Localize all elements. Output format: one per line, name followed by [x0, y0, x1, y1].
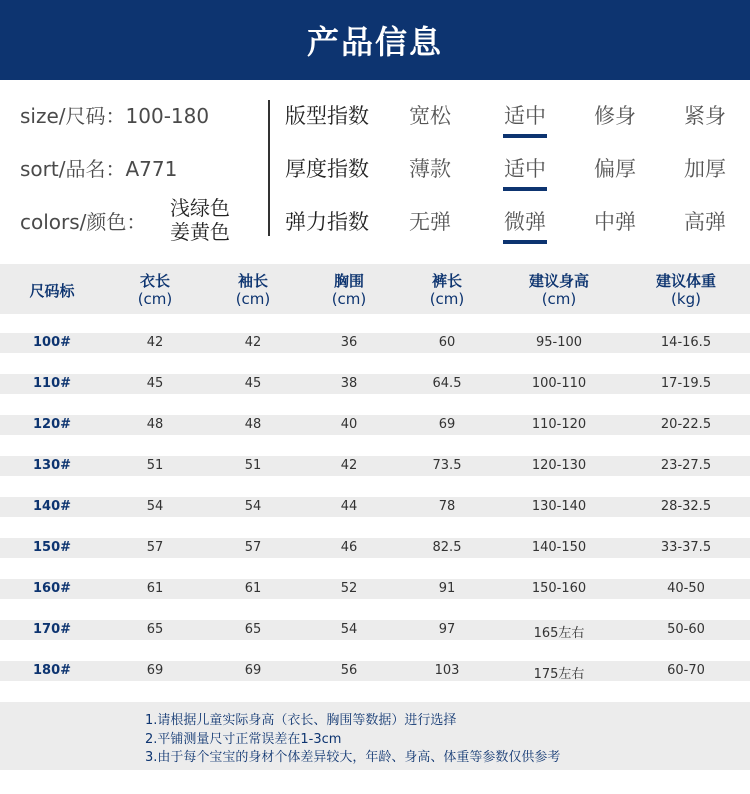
- fit-index-row: [285, 94, 745, 134]
- thickness-index-row: [285, 147, 745, 187]
- table-cell: 14-16.5: [660, 335, 712, 350]
- table-cell: 45: [146, 376, 164, 391]
- size-label: size/尺码：: [20, 104, 126, 128]
- table-cell: 57: [146, 540, 164, 555]
- size-row: [20, 100, 209, 129]
- table-cell: 36: [340, 335, 358, 350]
- size-table-header: [0, 264, 750, 314]
- index-option: 无弹: [409, 210, 451, 234]
- index-option: 偏厚: [594, 157, 636, 181]
- header-cell-pants: 裤长 (cm): [429, 272, 465, 308]
- table-cell: 20-22.5: [660, 417, 712, 432]
- header-cell-size: 尺码标: [29, 282, 75, 300]
- table-cell: 54: [340, 622, 358, 637]
- table-cell: 60: [438, 335, 456, 350]
- note-line: 3.由于每个宝宝的身材个体差异较大，年龄、身高、体重等参数仅供参考: [145, 750, 561, 765]
- table-cell: 64.5: [432, 376, 462, 391]
- table-cell: 61: [244, 581, 262, 596]
- table-cell: 40: [340, 417, 358, 432]
- table-cell: 56: [340, 663, 358, 678]
- index-option: 中弹: [594, 210, 636, 234]
- table-cell: 50-60: [667, 622, 705, 637]
- size-cell: 120#: [32, 417, 72, 432]
- size-cell: 100#: [32, 335, 72, 350]
- table-cell: 69: [438, 417, 456, 432]
- table-cell: 52: [340, 581, 358, 596]
- table-cell: 65: [244, 622, 262, 637]
- size-cell: 150#: [32, 540, 72, 555]
- table-cell: 44: [340, 499, 358, 514]
- table-cell: 150-160: [531, 581, 587, 596]
- table-cell: 97: [438, 622, 456, 637]
- table-cell: 33-37.5: [660, 540, 712, 555]
- table-cell: 51: [146, 458, 164, 473]
- table-cell: 120-130: [531, 458, 587, 473]
- vertical-divider: [268, 100, 270, 236]
- table-cell: 82.5: [432, 540, 462, 555]
- table-cell: 42: [244, 335, 262, 350]
- index-label: 版型指数: [285, 104, 369, 128]
- notes-box: [0, 702, 750, 770]
- table-cell: 40-50: [667, 581, 705, 596]
- sort-value: A771: [125, 157, 178, 181]
- header-bar: [0, 0, 750, 80]
- table-cell: 110-120: [531, 417, 587, 432]
- table-cell: 175左右: [533, 667, 585, 682]
- header-cell-height: 建议身高 (cm): [528, 272, 589, 308]
- index-option: 适中: [495, 153, 555, 183]
- table-cell: 65: [146, 622, 164, 637]
- index-option: 宽松: [409, 104, 451, 128]
- table-cell: 51: [244, 458, 262, 473]
- colors-row: [20, 206, 146, 235]
- header-cell-length: 衣长 (cm): [137, 272, 173, 308]
- size-cell: 160#: [32, 581, 72, 596]
- header-cell-chest: 胸围 (cm): [331, 272, 367, 308]
- table-cell: 28-32.5: [660, 499, 712, 514]
- table-cell: 38: [340, 376, 358, 391]
- colors-label: colors/颜色：: [20, 210, 147, 234]
- table-cell: 42: [146, 335, 164, 350]
- table-cell: 42: [340, 458, 358, 473]
- table-cell: 45: [244, 376, 262, 391]
- index-option: 加厚: [684, 157, 726, 181]
- size-cell: 130#: [32, 458, 72, 473]
- size-cell: 180#: [32, 663, 72, 678]
- table-cell: 23-27.5: [660, 458, 712, 473]
- table-cell: 54: [244, 499, 262, 514]
- table-cell: 100-110: [531, 376, 587, 391]
- table-cell: 46: [340, 540, 358, 555]
- page-title: 产品信息: [306, 23, 443, 61]
- sort-row: [20, 153, 177, 182]
- index-label: 弹力指数: [285, 210, 369, 234]
- table-cell: 103: [434, 663, 460, 678]
- index-option: 薄款: [409, 157, 451, 181]
- colors-values: [170, 196, 230, 244]
- table-cell: 130-140: [531, 499, 587, 514]
- index-option: 微弹: [495, 206, 555, 236]
- sort-label: sort/品名：: [20, 157, 126, 181]
- table-cell: 95-100: [535, 335, 583, 350]
- table-cell: 91: [438, 581, 456, 596]
- index-option: 高弹: [684, 210, 726, 234]
- index-option: 紧身: [684, 104, 726, 128]
- table-cell: 78: [438, 499, 456, 514]
- table-cell: 57: [244, 540, 262, 555]
- table-cell: 73.5: [432, 458, 462, 473]
- table-cell: 69: [146, 663, 164, 678]
- note-line: 1.请根据儿童实际身高（衣长、胸围等数据）进行选择: [145, 713, 457, 728]
- table-cell: 69: [244, 663, 262, 678]
- index-option: 适中: [495, 100, 555, 130]
- table-cell: 54: [146, 499, 164, 514]
- color-value: 姜黄色: [170, 220, 230, 244]
- header-cell-sleeve: 袖长 (cm): [235, 272, 271, 308]
- size-cell: 140#: [32, 499, 72, 514]
- note-line: 2.平铺测量尺寸正常误差在1-3cm: [145, 732, 342, 747]
- size-value: 100-180: [125, 104, 210, 128]
- header-cell-weight: 建议体重 (kg): [655, 272, 716, 308]
- table-cell: 60-70: [667, 663, 705, 678]
- color-value: 浅绿色: [170, 196, 230, 220]
- size-cell: 110#: [32, 376, 72, 391]
- table-cell: 48: [244, 417, 262, 432]
- table-cell: 48: [146, 417, 164, 432]
- index-label: 厚度指数: [285, 157, 369, 181]
- elasticity-index-row: [285, 200, 745, 240]
- table-cell: 17-19.5: [660, 376, 712, 391]
- table-cell: 165左右: [533, 626, 585, 641]
- index-option: 修身: [594, 104, 636, 128]
- table-cell: 61: [146, 581, 164, 596]
- table-cell: 140-150: [531, 540, 587, 555]
- size-cell: 170#: [32, 622, 72, 637]
